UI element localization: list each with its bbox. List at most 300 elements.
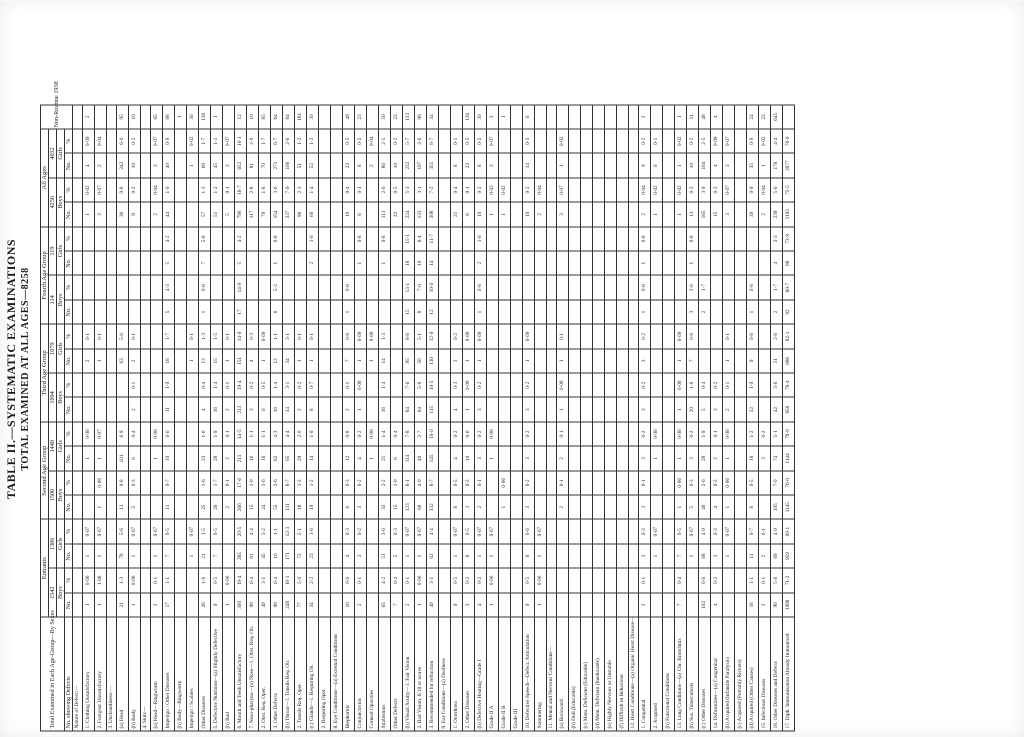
table-row [163, 7, 175, 731]
percent-cell [605, 226, 617, 250]
count-cell [511, 299, 523, 323]
count-cell: 3077 [783, 153, 795, 177]
defect-label: 11. Mental and Nervous Conditions— [547, 617, 557, 731]
defect-label: Impetigo / Other Diseases [163, 617, 175, 731]
percent-cell: 4·4 [283, 421, 295, 445]
percent-cell [581, 226, 593, 250]
non-routine-cell: 1 [211, 104, 223, 128]
count-cell: 1 [675, 202, 687, 226]
count-cell: 232 [403, 153, 415, 177]
percent-cell: 0·5 [523, 568, 535, 592]
percent-cell [73, 568, 83, 592]
percent-cell [175, 568, 187, 592]
percent-cell: 0·5 [259, 373, 271, 397]
count-cell: 11 [163, 397, 175, 421]
count-cell [581, 446, 593, 470]
percent-cell [723, 275, 735, 299]
percent-cell: 0·06 [651, 421, 663, 445]
percent-cell: 0·6 [463, 421, 475, 445]
percent-cell [107, 275, 117, 299]
count-cell [331, 543, 343, 567]
count-cell [547, 446, 557, 470]
percent-cell [211, 226, 223, 250]
count-cell: 9 [451, 592, 463, 616]
count-cell [605, 251, 617, 275]
count-cell: 3 [639, 348, 651, 372]
percent-cell [343, 226, 355, 250]
percent-cell [663, 470, 675, 494]
count-cell: 1 [639, 299, 651, 323]
count-cell: 33 [379, 495, 391, 519]
header-count: 1542 [49, 568, 57, 617]
table-row [569, 7, 581, 731]
percent-cell: 0·5 [451, 568, 463, 592]
percent-cell: 0·2 [639, 373, 651, 397]
percent-cell: 82·1 [783, 324, 795, 348]
percent-cell: 0·5 [211, 519, 223, 543]
percent-cell: 0·5 [451, 470, 463, 494]
count-cell [259, 299, 271, 323]
header-no: No. [65, 397, 73, 421]
count-cell [73, 495, 83, 519]
percent-cell [141, 129, 151, 153]
percent-cell [463, 275, 475, 299]
header-sex: Girls [57, 226, 65, 275]
percent-cell: 0·1 [639, 470, 651, 494]
count-cell: 21 [199, 543, 211, 567]
percent-cell: 0·5 [675, 519, 687, 543]
percent-cell: 0·6 [687, 324, 699, 348]
percent-cell [557, 568, 569, 592]
percent-cell [487, 373, 499, 397]
percent-cell: 0·2 [463, 470, 475, 494]
percent-cell: 0·2 [523, 177, 535, 201]
count-cell [223, 299, 235, 323]
percent-cell [547, 275, 557, 299]
percent-cell: 0·1 [223, 470, 235, 494]
percent-cell: 0·1 [723, 324, 735, 348]
count-cell [175, 543, 187, 567]
percent-cell: 14·9 [235, 275, 247, 299]
count-cell [73, 348, 83, 372]
header-count: 1079 [49, 324, 57, 373]
percent-cell: 0·2 [451, 421, 463, 445]
count-cell: 16 [379, 397, 391, 421]
percent-cell: 0·04 [367, 129, 379, 153]
count-cell: 1 [475, 543, 487, 567]
count-cell: 2 [95, 153, 107, 177]
count-cell [487, 348, 499, 372]
percent-cell: 0·04 [639, 177, 651, 201]
percent-cell [593, 324, 605, 348]
percent-cell: 0·06 [723, 470, 735, 494]
percent-cell: 0·04 [535, 177, 547, 201]
count-cell: 57 [199, 202, 211, 226]
count-cell: 3 [639, 495, 651, 519]
percent-cell: 0·1 [759, 568, 771, 592]
non-routine-cell: 34 [427, 104, 439, 128]
percent-cell [581, 568, 593, 592]
table-row [675, 7, 687, 731]
defect-label: (b) Defective Hearing—Grade I [475, 617, 487, 731]
count-cell [523, 251, 535, 275]
count-cell [331, 202, 343, 226]
count-cell: 2 [129, 348, 141, 372]
percent-cell [605, 519, 617, 543]
count-cell: 18 [403, 251, 415, 275]
count-cell: 1 [187, 348, 199, 372]
table-row [651, 7, 663, 731]
percent-cell: 8·7 [283, 470, 295, 494]
percent-cell [511, 129, 523, 153]
percent-cell [499, 129, 511, 153]
count-cell: 1 [675, 446, 687, 470]
defect-label: 12. Heart Conditions—(a) Organic Heart Disease— [629, 617, 639, 731]
count-cell [283, 299, 295, 323]
count-cell: 1 [187, 543, 199, 567]
count-cell [735, 543, 747, 567]
percent-cell [663, 519, 675, 543]
count-cell: 1 [151, 446, 163, 470]
defect-label: 2. Footgear Unsatisfactory [95, 617, 107, 731]
table-row [319, 7, 331, 731]
defect-label: 9. Ear Conditions—(a) Deafness [439, 617, 451, 731]
percent-cell: 0·06 [95, 470, 107, 494]
percent-cell: 0·9 [163, 129, 175, 153]
percent-cell [487, 226, 499, 250]
non-routine-cell [651, 104, 663, 128]
count-cell [511, 592, 523, 616]
percent-cell: 5·0 [295, 568, 307, 592]
count-cell: 99 [271, 592, 283, 616]
header-pct: % [65, 519, 73, 543]
percent-cell [151, 324, 163, 348]
header-pct: % [65, 324, 73, 348]
count-cell [439, 446, 451, 470]
count-cell: 6 [259, 397, 271, 421]
count-cell [523, 299, 535, 323]
percent-cell: 0·1 [83, 324, 95, 348]
header-sex: Girls [57, 519, 65, 568]
percent-cell: 1·8 [687, 373, 699, 397]
defect-label: Grade III [511, 617, 523, 731]
percent-cell: 2·6 [415, 129, 427, 153]
count-cell [593, 348, 605, 372]
percent-cell: 13·1 [403, 275, 415, 299]
non-routine-cell [663, 104, 675, 128]
count-cell: 101 [117, 446, 129, 470]
count-cell [629, 153, 639, 177]
percent-cell [73, 129, 83, 153]
count-cell [629, 299, 639, 323]
count-cell: 3 [355, 543, 367, 567]
count-cell: 2 [151, 202, 163, 226]
percent-cell: 0·09 [711, 129, 723, 153]
defect-label: 8. Eye Conditions—(a) External Conditions [331, 617, 343, 731]
count-cell: 2 [723, 397, 735, 421]
count-cell: 7 [675, 592, 687, 616]
percent-cell [83, 470, 95, 494]
count-cell [247, 251, 259, 275]
percent-cell [107, 421, 117, 445]
percent-cell: 0·1 [355, 568, 367, 592]
count-cell [617, 202, 629, 226]
percent-cell: 0·07 [723, 129, 735, 153]
count-cell [569, 495, 581, 519]
percent-cell: 73·9 [783, 226, 795, 250]
percent-cell: 1·4 [307, 177, 319, 201]
count-cell: 90 [771, 592, 783, 616]
count-cell [593, 446, 605, 470]
count-cell: 10 [129, 153, 141, 177]
percent-cell: 1·6 [199, 421, 211, 445]
percent-cell: 2·6 [283, 129, 295, 153]
percent-cell [675, 275, 687, 299]
count-cell [223, 251, 235, 275]
count-cell [605, 592, 617, 616]
percent-cell: 0·3 [523, 129, 535, 153]
table-row [439, 7, 451, 731]
percent-cell: 8·7 [427, 470, 439, 494]
percent-cell [187, 177, 199, 201]
percent-cell: 0·1 [307, 324, 319, 348]
percent-cell: 1·6 [475, 226, 487, 250]
percent-cell [117, 373, 129, 397]
percent-cell: 0·2 [355, 519, 367, 543]
count-cell [175, 153, 187, 177]
percent-cell: 2·2 [307, 568, 319, 592]
non-routine-cell: 22 [759, 104, 771, 128]
count-cell [187, 299, 199, 323]
percent-cell: 0·07 [223, 129, 235, 153]
percent-cell: 1·6 [259, 470, 271, 494]
percent-cell [247, 226, 259, 250]
count-cell: 1 [487, 543, 499, 567]
non-routine-cell: 3 [487, 104, 499, 128]
percent-cell: 0·8 [117, 470, 129, 494]
percent-cell [95, 226, 107, 250]
percent-cell [605, 470, 617, 494]
percent-cell: 0·8 [687, 226, 699, 250]
header-sex: Boys [57, 177, 65, 226]
count-cell: 56 [415, 348, 427, 372]
percent-cell: 7·0 [415, 275, 427, 299]
count-cell [141, 543, 151, 567]
non-routine-cell: 11 [687, 104, 699, 128]
percent-cell [319, 519, 331, 543]
count-cell: 1 [403, 543, 415, 567]
count-cell [451, 251, 463, 275]
count-cell: 266 [235, 495, 247, 519]
count-cell [581, 592, 593, 616]
count-cell [569, 251, 581, 275]
count-cell [605, 495, 617, 519]
table-row [129, 7, 141, 731]
percent-cell [547, 324, 557, 348]
table-row [367, 7, 379, 731]
non-routine-cell: 181 [295, 104, 307, 128]
count-cell [331, 153, 343, 177]
count-cell: 8 [355, 153, 367, 177]
percent-cell [107, 568, 117, 592]
section-row [107, 7, 117, 731]
defect-label: (d) Ment. Deficient (Ineducable) [593, 617, 605, 731]
count-cell [187, 251, 199, 275]
percent-cell [439, 177, 451, 201]
percent-cell: 0·3 [451, 373, 463, 397]
non-routine-cell: 48 [699, 104, 711, 128]
percent-cell [535, 373, 547, 397]
count-cell [723, 592, 735, 616]
count-cell [499, 543, 511, 567]
count-cell: 14 [427, 251, 439, 275]
count-cell: 23 [463, 153, 475, 177]
count-cell: 104 [699, 153, 711, 177]
count-cell: 132 [427, 495, 439, 519]
count-cell: 84 [403, 397, 415, 421]
defect-label: Strabismus [379, 617, 391, 731]
table-row [223, 7, 235, 731]
percent-cell: 0·2 [523, 421, 535, 445]
count-cell [499, 153, 511, 177]
percent-cell [651, 275, 663, 299]
percent-cell [487, 470, 499, 494]
defect-label: 17. Diph. Immunisation Already Immun'sed [783, 617, 795, 731]
percent-cell: 0·1 [187, 324, 199, 348]
section-row [629, 7, 639, 731]
count-cell [593, 397, 605, 421]
non-routine-cell: 65 [151, 104, 163, 128]
table-row [487, 7, 499, 731]
count-cell [535, 397, 547, 421]
percent-cell: 14·5 [235, 421, 247, 445]
count-cell: 8 [307, 397, 319, 421]
non-routine-cell: 50 [379, 104, 391, 128]
percent-cell: 0·1 [355, 177, 367, 201]
percent-cell: 0·2 [355, 470, 367, 494]
count-cell [141, 153, 151, 177]
count-cell [569, 543, 581, 567]
count-cell [735, 397, 747, 421]
count-cell [107, 251, 117, 275]
percent-cell: 69·1 [783, 519, 795, 543]
count-cell: 14 [379, 348, 391, 372]
count-cell [367, 251, 379, 275]
defect-label: 10. Defective Speech—Defect. Articulation [523, 617, 535, 731]
count-cell: 4 [355, 446, 367, 470]
count-cell: 40 [415, 446, 427, 470]
count-cell: 72 [295, 543, 307, 567]
count-cell: 40 [699, 495, 711, 519]
count-cell: 3 [523, 495, 535, 519]
percent-cell: 0·02 [675, 177, 687, 201]
non-routine-cell [535, 104, 547, 128]
count-cell: 248 [283, 592, 295, 616]
count-cell: 1 [355, 348, 367, 372]
percent-cell: 4·4 [427, 519, 439, 543]
count-cell: 3 [557, 202, 569, 226]
count-cell: 79 [259, 202, 271, 226]
percent-cell: 76·0 [783, 129, 795, 153]
count-cell [629, 251, 639, 275]
count-cell: 2 [129, 397, 141, 421]
count-cell: 2 [699, 299, 711, 323]
percent-cell: 0·5 [391, 177, 403, 201]
percent-cell [605, 275, 617, 299]
percent-cell [107, 129, 117, 153]
percent-cell [593, 470, 605, 494]
count-cell: 15 [247, 495, 259, 519]
count-cell [439, 592, 451, 616]
percent-cell: 16·1 [283, 568, 295, 592]
percent-cell: 14·0 [235, 324, 247, 348]
count-cell [663, 153, 675, 177]
percent-cell: 0·1 [403, 568, 415, 592]
non-routine-cell [451, 104, 463, 128]
percent-cell: 1·1 [747, 568, 759, 592]
count-cell: 17 [163, 592, 175, 616]
percent-cell: 0·1 [463, 177, 475, 201]
header-group-2: Third Age Group [41, 324, 49, 422]
count-cell [569, 153, 581, 177]
count-cell: 8 [463, 543, 475, 567]
defect-label: (e) Highly Nervous or Unstable [605, 617, 617, 731]
percent-cell: 0·09 [475, 324, 487, 348]
count-cell [511, 446, 523, 470]
count-cell [391, 397, 403, 421]
percent-cell: 1·1 [247, 421, 259, 445]
count-cell [319, 592, 331, 616]
percent-cell [629, 177, 639, 201]
count-cell [735, 202, 747, 226]
percent-cell: 1·0 [307, 421, 319, 445]
percent-cell: 0·1 [639, 568, 651, 592]
table-row [331, 7, 343, 731]
count-cell [331, 348, 343, 372]
percent-cell [557, 226, 569, 250]
count-cell [141, 446, 151, 470]
count-cell: 165 [699, 202, 711, 226]
count-cell: 2 [295, 397, 307, 421]
count-cell: 1 [475, 299, 487, 323]
count-cell [663, 202, 675, 226]
count-cell: 2 [307, 251, 319, 275]
count-cell: 49 [259, 592, 271, 616]
percent-cell: 1·7 [699, 275, 711, 299]
count-cell [83, 251, 95, 275]
count-cell: 1144 [783, 446, 795, 470]
count-cell [391, 348, 403, 372]
header-no-showing: No. showing Defects [65, 617, 73, 731]
defect-label: (b) Throat—1. Tonsils Req. Ob. [283, 617, 295, 731]
count-cell: 1 [83, 446, 95, 470]
count-cell: 1 [675, 153, 687, 177]
percent-cell: 1·06 [95, 568, 107, 592]
percent-cell: 2·1 [379, 129, 391, 153]
percent-cell [175, 275, 187, 299]
percent-cell: 0·8 [199, 275, 211, 299]
count-cell [331, 495, 343, 519]
count-cell [605, 299, 617, 323]
percent-cell [175, 177, 187, 201]
count-cell [735, 495, 747, 519]
count-cell: 1 [723, 446, 735, 470]
percent-cell [735, 421, 747, 445]
count-cell: 2 [557, 495, 569, 519]
count-cell: 9 [523, 543, 535, 567]
defect-label: 1. Clothing Unsatisfactory [83, 617, 95, 731]
count-cell: 3 [475, 397, 487, 421]
